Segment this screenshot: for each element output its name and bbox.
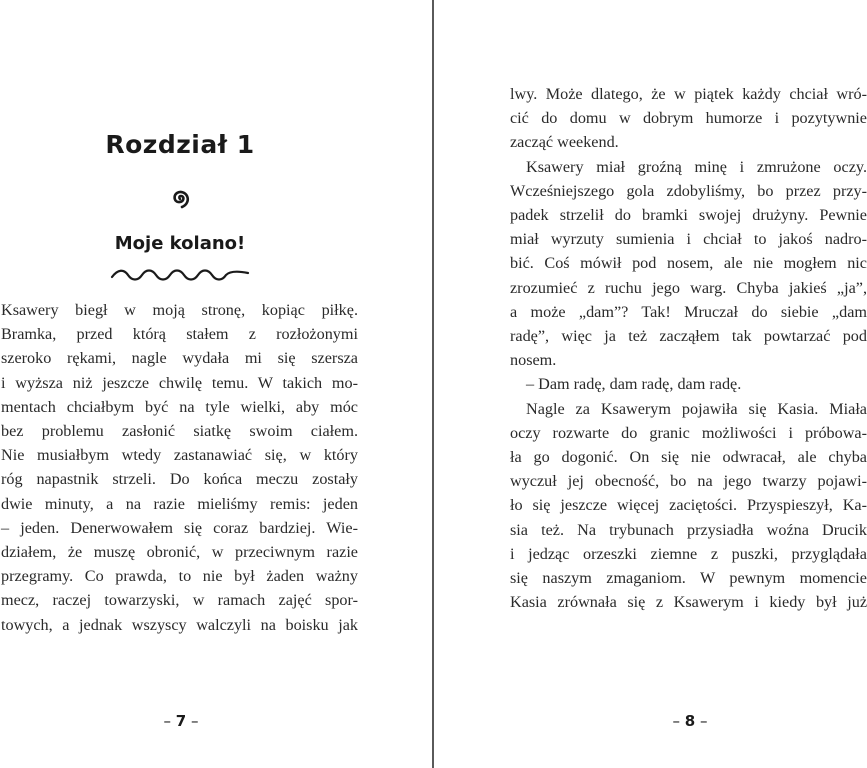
text-line: cić do domu w dobrym humorze i pozytywnie: [510, 109, 867, 128]
text-line: padek strzelił do bramki swojej drużyny. Pewnie: [510, 206, 867, 225]
text-line: działem, że muszę obronić, w przeciwnym razie: [1, 543, 358, 562]
text-line: przegramy. Co prawda, to nie był żaden ważny: [1, 567, 358, 586]
page-number-left: [141, 712, 221, 730]
text-line: sia też. Na trybunach przysiadła woźna Drucik: [510, 520, 867, 539]
text-line: oczy rozwarte do granic możliwości i próbowa-: [510, 423, 867, 442]
text-line: zrozumieć z ruchu jego warg. Chyba jakieś „ja”,: [510, 278, 867, 297]
text-line: Nagle za Ksawerym pojawiła się Kasia. Miała: [526, 399, 867, 418]
text-line: róg napastnik strzeli. Do końca meczu zostały: [1, 470, 358, 489]
wave-icon: [110, 265, 250, 283]
text-line: się naszym zmaganiom. W pewnym momencie: [510, 569, 867, 588]
text-line: radę”, więc ja też zacząłem tak powtarzać pod: [510, 327, 867, 346]
text-line: – jeden. Denerwowałem się coraz bardziej. Wie-: [1, 518, 358, 537]
text-line: lwy. Może dlatego, że w piątek każdy chciał wró-: [510, 85, 867, 103]
text-line: nosem.: [510, 351, 557, 370]
page-number-dash: –: [700, 712, 708, 730]
text-line: dwie minuty, a na razie mieliśmy remis: jeden: [1, 494, 358, 513]
text-line: Bramka, przed którą stałem z rozłożonymi: [1, 325, 358, 344]
text-line: szeroko rękami, nagle wydała mi się szersza: [1, 349, 358, 368]
chapter-title: Rozdział 1: [105, 130, 255, 159]
text-line: Wcześniejszego gola zdobyliśmy, bo przez przy-: [510, 181, 867, 200]
text-line: bić. Coś mówił pod nosem, ale nie mogłem nic: [510, 254, 867, 273]
text-line: ła go dogonić. On się nie odwracał, ale chyba: [510, 448, 867, 467]
body-text-right: [510, 82, 867, 614]
page-number-right: [650, 712, 730, 730]
page-number-dash: –: [191, 712, 199, 730]
text-line: a może „dam”? Tak! Mruczał do siebie „dam: [510, 302, 867, 321]
text-line: Nie musiałbym wtedy zastanawiać się, w który: [1, 446, 358, 465]
spiral-icon: [166, 184, 194, 212]
text-line: – Dam radę, dam radę, dam radę.: [526, 375, 742, 394]
text-line: mecz, raczej towarzyski, w ramach zajęć spor-: [1, 591, 358, 610]
text-line: i wyższa niż jeszcze chwilę temu. W takich mo-: [1, 373, 358, 392]
text-line: ło się jeszcze więcej zaciętości. Przyspieszył, Ka-: [510, 496, 867, 515]
text-line: mentach chciałbym być na tyle wielki, aby móc: [1, 397, 358, 416]
page-number-value: 7: [175, 712, 187, 730]
text-line: wyczuł jej obecność, bo na jego twarzy pojawi-: [510, 472, 867, 491]
page-number-dash: –: [672, 712, 680, 730]
text-line: towych, a jednak wszyscy walczyli na boisku jak: [1, 615, 358, 634]
page-number-dash: –: [163, 712, 171, 730]
right-page: [434, 0, 867, 768]
text-line: Ksawery biegł w moją stronę, kopiąc piłkę.: [1, 301, 358, 319]
left-page: [0, 0, 432, 768]
body-text-left: [1, 298, 358, 637]
text-line: bez problemu zasłonić siatkę swoim ciałem.: [1, 422, 358, 441]
text-line: Kasia zrównała się z Ksawerym i kiedy był już: [510, 593, 867, 612]
text-line: zacząć weekend.: [510, 133, 619, 152]
chapter-subtitle: Moje kolano!: [114, 233, 246, 254]
text-line: Ksawery miał groźną minę i zmrużone oczy.: [526, 157, 867, 176]
page-number-value: 8: [684, 712, 696, 730]
text-line: i jedząc orzeszki ziemne z puszki, przyglądała: [510, 544, 867, 563]
text-line: miał wyrzuty sumienia i chciał to jakoś nadro-: [510, 230, 867, 249]
